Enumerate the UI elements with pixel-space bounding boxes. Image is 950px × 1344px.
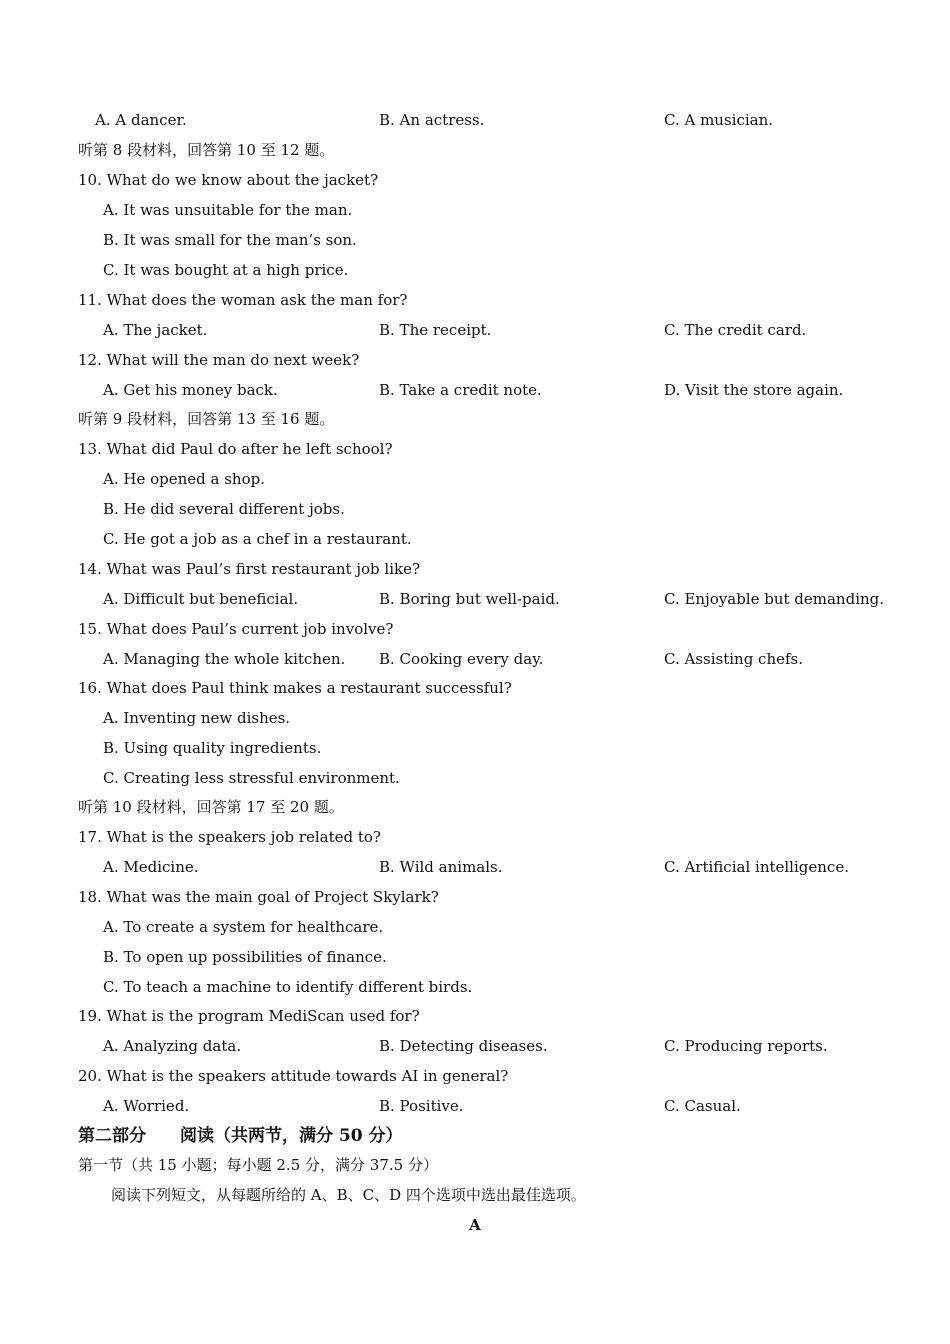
q18-option-b bbox=[0, 942, 950, 972]
option-text: A. It was unsuitable for the man. bbox=[103, 201, 353, 219]
option-c: C. Artificial intelligence. bbox=[664, 858, 849, 876]
q14-options-row bbox=[0, 584, 950, 614]
option-text: B. Using quality ingredients. bbox=[103, 739, 322, 757]
q16-option-a bbox=[0, 703, 950, 733]
instruction-text: 听第 10 段材料，回答第 17 至 20 题。 bbox=[78, 798, 344, 816]
option-b: B. An actress. bbox=[379, 111, 485, 129]
option-text: A. To create a system for healthcare. bbox=[103, 918, 384, 936]
option-a: A. Difficult but beneficial. bbox=[103, 590, 299, 608]
option-a: A. Managing the whole kitchen. bbox=[103, 650, 346, 668]
option-a: A. Get his money back. bbox=[103, 381, 278, 399]
question-text: 20. What is the speakers attitude towards AI in general? bbox=[78, 1067, 509, 1085]
option-b: B. Boring but well-paid. bbox=[379, 590, 560, 608]
q13-option-c bbox=[0, 524, 950, 554]
option-a: A. The jacket. bbox=[103, 321, 208, 339]
q13-option-b bbox=[0, 494, 950, 524]
q17-options-row bbox=[0, 852, 950, 882]
q15-options-row bbox=[0, 644, 950, 674]
instruction-text: 听第 9 段材料，回答第 13 至 16 题。 bbox=[78, 410, 335, 428]
question-text: 15. What does Paul’s current job involve? bbox=[78, 620, 394, 638]
option-b: B. Positive. bbox=[379, 1097, 464, 1115]
question-15 bbox=[0, 614, 950, 644]
q13-option-a bbox=[0, 464, 950, 494]
part-two-subheading bbox=[0, 1150, 950, 1180]
q12-options-row bbox=[0, 375, 950, 405]
question-text: 19. What is the program MediScan used for? bbox=[78, 1007, 420, 1025]
question-text: 12. What will the man do next week? bbox=[78, 351, 360, 369]
option-text: C. To teach a machine to identify different birds. bbox=[103, 978, 473, 996]
question-13 bbox=[0, 434, 950, 464]
option-c: C. Casual. bbox=[664, 1097, 741, 1115]
option-d: D. Visit the store again. bbox=[664, 381, 844, 399]
reading-instruction bbox=[0, 1180, 950, 1210]
option-b: B. Detecting diseases. bbox=[379, 1037, 548, 1055]
option-c: C. A musician. bbox=[664, 111, 774, 129]
passage-label-row bbox=[0, 1210, 950, 1240]
q18-option-c bbox=[0, 972, 950, 1002]
question-text: 17. What is the speakers job related to? bbox=[78, 828, 381, 846]
q10-option-a bbox=[0, 195, 950, 225]
q10-option-c bbox=[0, 255, 950, 285]
option-c: C. Enjoyable but demanding. bbox=[664, 590, 885, 608]
question-text: 10. What do we know about the jacket? bbox=[78, 171, 379, 189]
subsection-heading: 第一节（共 15 小题；每小题 2.5 分，满分 37.5 分） bbox=[78, 1156, 438, 1174]
option-b: B. Cooking every day. bbox=[379, 650, 544, 668]
option-text: A. Inventing new dishes. bbox=[103, 709, 291, 727]
question-19 bbox=[0, 1001, 950, 1031]
section-heading: 第二部分 阅读（共两节，满分 50 分） bbox=[78, 1126, 403, 1146]
instruction-text: 听第 8 段材料，回答第 10 至 12 题。 bbox=[78, 141, 335, 159]
section-instruction-9 bbox=[0, 404, 950, 434]
question-text: 14. What was Paul’s first restaurant job like? bbox=[78, 560, 421, 578]
option-a: A. Medicine. bbox=[103, 858, 199, 876]
question-text: 11. What does the woman ask the man for? bbox=[78, 291, 408, 309]
option-a: A. Worried. bbox=[103, 1097, 190, 1115]
option-text: C. It was bought at a high price. bbox=[103, 261, 349, 279]
option-text: C. Creating less stressful environment. bbox=[103, 769, 400, 787]
q9-options-row bbox=[0, 105, 950, 135]
q19-options-row bbox=[0, 1031, 950, 1061]
option-a: A. A dancer. bbox=[95, 111, 187, 129]
q10-option-b bbox=[0, 225, 950, 255]
question-text: 13. What did Paul do after he left school? bbox=[78, 440, 393, 458]
option-text: B. To open up possibilities of finance. bbox=[103, 948, 387, 966]
section-instruction-10 bbox=[0, 792, 950, 822]
option-b: B. The receipt. bbox=[379, 321, 492, 339]
q18-option-a bbox=[0, 912, 950, 942]
question-10 bbox=[0, 165, 950, 195]
question-14 bbox=[0, 554, 950, 584]
q20-options-row bbox=[0, 1091, 950, 1121]
part-two-heading bbox=[0, 1121, 950, 1151]
option-c: C. Producing reports. bbox=[664, 1037, 828, 1055]
option-text: B. It was small for the man’s son. bbox=[103, 231, 357, 249]
option-b: B. Wild animals. bbox=[379, 858, 503, 876]
section-instruction-8 bbox=[0, 135, 950, 165]
question-text: 16. What does Paul think makes a restaurant successful? bbox=[78, 679, 512, 697]
option-text: B. He did several different jobs. bbox=[103, 500, 345, 518]
option-b: B. Take a credit note. bbox=[379, 381, 542, 399]
option-a: A. Analyzing data. bbox=[103, 1037, 242, 1055]
question-17 bbox=[0, 822, 950, 852]
question-text: 18. What was the main goal of Project Skylark? bbox=[78, 888, 439, 906]
question-18 bbox=[0, 882, 950, 912]
question-16 bbox=[0, 673, 950, 703]
instruction-text: 阅读下列短文，从每题所给的 A、B、C、D 四个选项中选出最佳选项。 bbox=[111, 1186, 586, 1204]
q16-option-c bbox=[0, 763, 950, 793]
question-11 bbox=[0, 285, 950, 315]
option-c: C. The credit card. bbox=[664, 321, 807, 339]
passage-label: A bbox=[469, 1216, 481, 1234]
option-c: C. Assisting chefs. bbox=[664, 650, 804, 668]
question-12 bbox=[0, 345, 950, 375]
question-20 bbox=[0, 1061, 950, 1091]
q16-option-b bbox=[0, 733, 950, 763]
option-text: C. He got a job as a chef in a restaurant. bbox=[103, 530, 412, 548]
q11-options-row bbox=[0, 315, 950, 345]
option-text: A. He opened a shop. bbox=[103, 470, 265, 488]
